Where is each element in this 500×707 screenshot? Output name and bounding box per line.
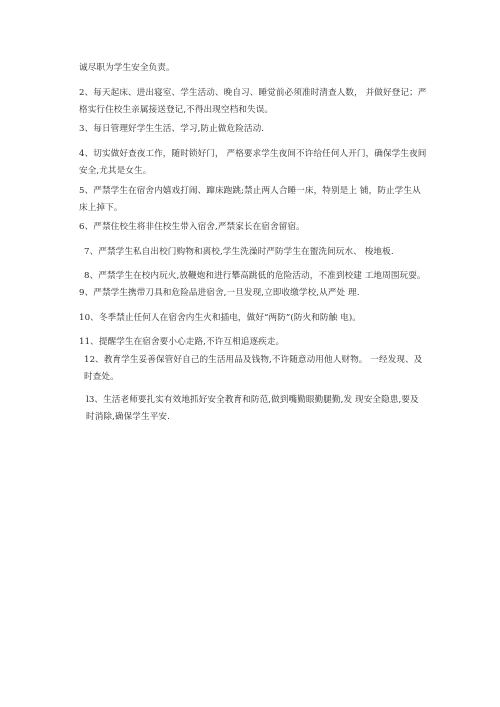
paragraph-item-2: 2、每天起床、进出寝室、学生活动、晚自习、睡觉前必须准时清查人数， 并做好登记；严格实行住校生亲属接送登记,不得出现空档和失误。 — [79, 88, 427, 115]
paragraph-item-13: l3、生活老师要扎实有效地抓好安全教育和防范,做到嘴勤眼勤腿勤,发 现安全隐患,要及时消除,确保学生平安. — [86, 395, 419, 422]
paragraph-item-8: 8、严禁学生在校内玩火,放鞭炮和进行攀高跳低的危险活动，不准到校建 工地周围玩耍。 — [84, 271, 426, 281]
paragraph-item-11: 11、提醒学生在宿舍要小心走路,不许互相追逐疾走。 — [79, 337, 285, 347]
paragraph-item-4: 4、切实做好查夜工作，随时锁好门， 严格要求学生夜间不许给任何人开门，确保学生夜间安全,尤其是女生。 — [79, 149, 427, 176]
paragraph-item-10: 10、冬季禁止任何人在宿舍内生火和插电，做好“两防”(防火和防触 电)。 — [79, 313, 361, 323]
paragraph-item-12: 12、教育学生妥善保管好自己的生活用品及钱物,不许随意动用他人财物。 一经发现、及时查处。 — [84, 355, 423, 382]
paragraph-item-7: 7、严禁学生私自出校门购物和离校,学生洗澡时严防学生在盥洗间玩水、 梭地板. — [84, 247, 394, 257]
paragraph-item-3: 3、每日管理好学生生活、学习,防止做危险活动. — [79, 124, 265, 134]
paragraph-intro-line: 诚尽职为学生安全负责。 — [79, 63, 175, 73]
paragraph-item-9: 9、严禁学生携带刀具和危险品进宿舍,一旦发现,立即收缴学校,从严处 理. — [79, 288, 360, 298]
paragraph-item-5: 5、严禁学生在宿舍内嬉戏打闹、蹿床跑跳;禁止两人合睡一床，特别是上 铺，防止学生从床上掉下。 — [79, 186, 421, 213]
paragraph-item-6: 6、严禁住校生将非住校生带入宿舍,严禁家长在宿舍留宿。 — [79, 222, 305, 232]
